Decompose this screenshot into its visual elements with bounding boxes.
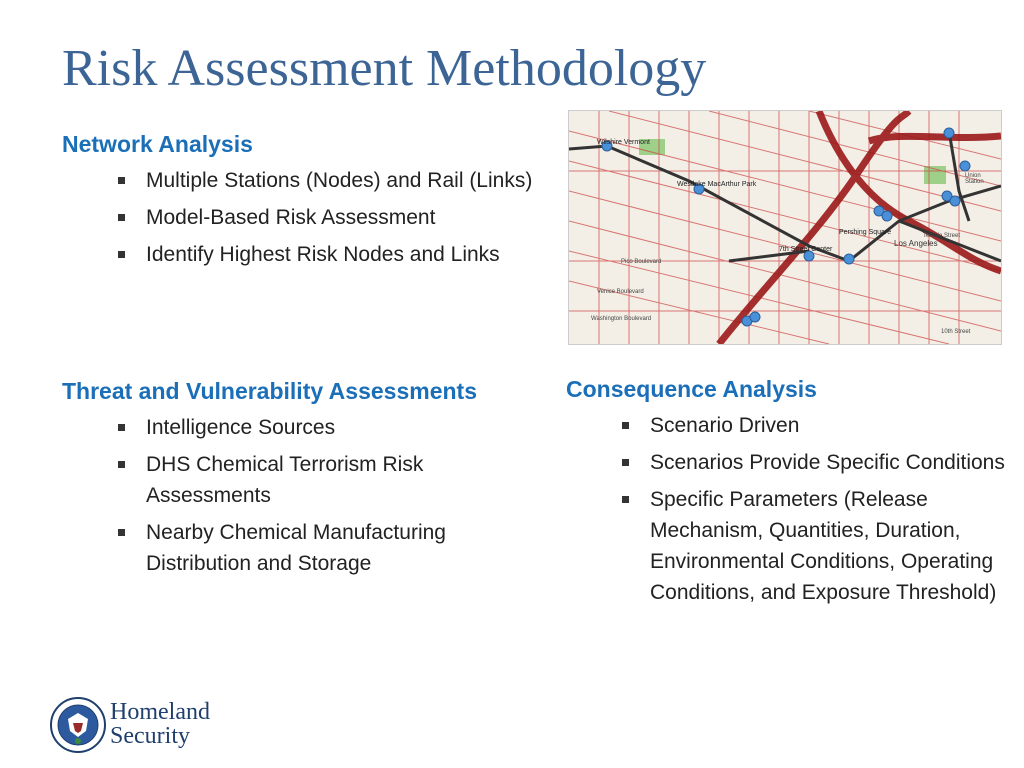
consequence-analysis-section	[566, 373, 1006, 614]
logo-line-1: Homeland	[110, 699, 210, 725]
bullet-item: Identify Highest Risk Nodes and Links	[62, 239, 552, 270]
network-analysis-section	[62, 128, 552, 276]
bullet-item: Intelligence Sources	[62, 412, 542, 443]
map-label: Union Station	[965, 173, 984, 185]
logo-line-2: Security	[110, 723, 190, 749]
map-label: Pershing Square	[839, 229, 892, 236]
dhs-seal-icon	[50, 697, 106, 753]
map-label: Pico Boulevard	[621, 259, 662, 265]
bullet-item: Scenario Driven	[566, 410, 1006, 441]
bullet-item: Scenarios Provide Specific Conditions	[566, 447, 1006, 478]
threat-vulnerability-heading: Threat and Vulnerability Assessments	[62, 378, 477, 404]
network-analysis-heading: Network Analysis	[62, 131, 253, 157]
map-label: Temple Street	[923, 233, 961, 239]
slide-title: Risk Assessment Methodology	[62, 40, 707, 97]
consequence-analysis-list	[566, 410, 1006, 608]
rail-network-map	[568, 110, 1002, 345]
map-label: Washington Boulevard	[591, 316, 652, 322]
bullet-item: Specific Parameters (Release Mechanism, Quantities, Duration, Environmental Conditions, Operating Conditions, and Exposure Threshold)	[566, 484, 1006, 608]
bullet-item: Nearby Chemical Manufacturing Distribution and Storage	[62, 517, 542, 579]
bullet-item: DHS Chemical Terrorism Risk Assessments	[62, 449, 542, 511]
map-label: Wilshire Vermont	[597, 139, 650, 146]
dhs-logo	[50, 697, 240, 755]
map-label: 10th Street	[941, 329, 971, 335]
threat-vulnerability-list	[62, 412, 542, 579]
bullet-item: Multiple Stations (Nodes) and Rail (Links)	[62, 165, 552, 196]
threat-vulnerability-section	[62, 375, 542, 585]
consequence-analysis-heading: Consequence Analysis	[566, 376, 817, 402]
map-label: Venice Boulevard	[597, 289, 644, 295]
logo-wordmark	[110, 700, 210, 748]
bullet-item: Model-Based Risk Assessment	[62, 202, 552, 233]
map-label: Los Angeles	[894, 239, 938, 248]
map-label: Westlake MacArthur Park	[677, 181, 757, 188]
network-analysis-list	[62, 165, 552, 270]
map-label: 7th Street Center	[779, 246, 833, 253]
